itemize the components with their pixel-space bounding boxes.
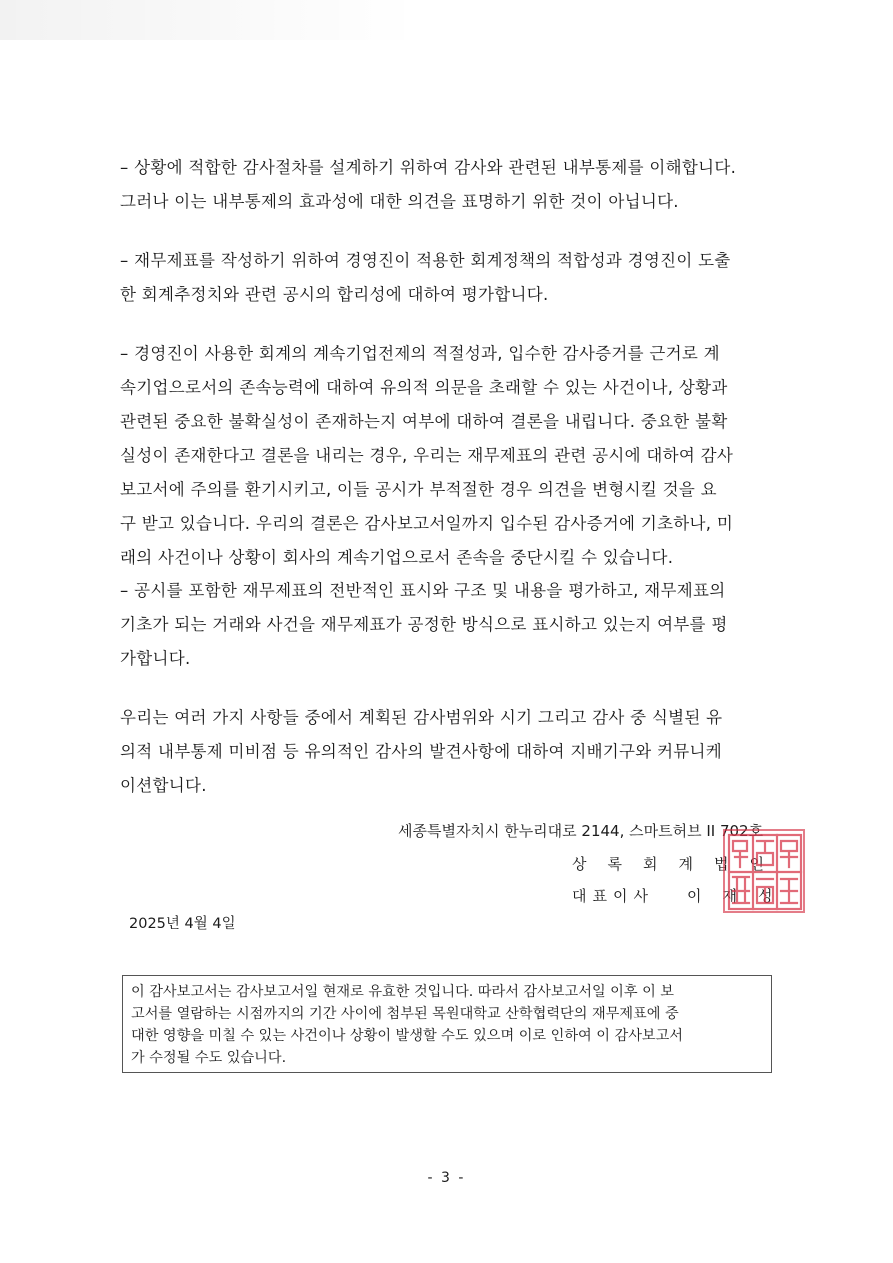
text-line: 이션합니다. (120, 776, 207, 795)
text-line: 래의 사건이나 상황이 회사의 계속기업으로서 존속을 중단시킬 수 있습니다. (120, 548, 674, 567)
text-line: 그러나 이는 내부통제의 효과성에 대한 의견을 표명하기 위한 것이 아닙니다. (120, 192, 679, 211)
validity-notice-box (122, 975, 772, 1073)
text-line: 가합니다. (120, 649, 191, 668)
notice-line: 이 감사보고서는 감사보고서일 현재로 유효한 것입니다. 따라서 감사보고서일 이후 이 보 (131, 984, 674, 1000)
company-seal-stamp (723, 829, 805, 913)
firm-address: 세종특별자치시 한누리대로 2144, 스마트허브 II 702호 (398, 822, 764, 840)
notice-line: 대한 영향을 미칠 수 있는 사건이나 상황이 발생할 수도 있으며 이로 인하여 이 감사보고서 (131, 1028, 684, 1044)
firm-name-char: 상 (572, 855, 587, 873)
text-line: 속기업으로서의 존속능력에 대하여 유의적 의문을 초래할 수 있는 사건이나, 상황과 (120, 378, 728, 397)
paragraph-internal-control (120, 151, 780, 219)
paragraph-accounting-policy (120, 244, 780, 312)
text-line: 의적 내부통제 미비점 등 유의적인 감사의 발견사항에 대하여 지배기구와 커뮤니케 (120, 742, 723, 761)
firm-name-char: 법 (714, 855, 729, 873)
text-line: 우리는 여러 가지 사항들 중에서 계획된 감사범위와 시기 그리고 감사 중 식별된 유 (120, 708, 723, 727)
text-line: 기초가 되는 거래와 사건을 재무제표가 공정한 방식으로 표시하고 있는지 여부를 평 (120, 615, 728, 634)
notice-line: 가 수정될 수도 있습니다. (131, 1050, 287, 1066)
text-line: – 재무제표를 작성하기 위하여 경영진이 적용한 회계정책의 적합성과 경영진이 도출 (120, 251, 731, 270)
text-line: – 공시를 포함한 재무제표의 전반적인 표시와 구조 및 내용을 평가하고, 재무제표의 (120, 581, 726, 600)
text-line: 실성이 존재한다고 결론을 내리는 경우, 우리는 재무제표의 관련 공시에 대하여 감사 (120, 446, 734, 465)
paragraph-communication (120, 701, 780, 803)
seal-glyphs (725, 831, 805, 913)
report-date: 2025년 4월 4일 (129, 916, 236, 932)
representative-name: 이재성 (687, 887, 794, 905)
firm-name-char: 록 (607, 855, 622, 873)
text-line: – 상황에 적합한 감사절차를 설계하기 위하여 감사와 관련된 내부통제를 이해합니다. (120, 158, 737, 177)
text-line: 보고서에 주의를 환기시키고, 이들 공시가 부적절한 경우 의견을 변형시킬 것을 요 (120, 480, 717, 499)
firm-name-char: 인 (749, 855, 764, 873)
representative-title: 대표이사 (572, 887, 654, 905)
paragraph-going-concern (120, 337, 780, 575)
scan-edge-shadow (0, 0, 420, 40)
firm-name-char: 회 (643, 855, 658, 873)
firm-name-char: 계 (678, 855, 693, 873)
page-number: - 3 - (427, 1170, 466, 1186)
notice-line: 고서를 열람하는 시점까지의 기간 사이에 첨부된 목원대학교 산학협력단의 재무제표에 중 (131, 1006, 679, 1022)
text-line: 관련된 중요한 불확실성이 존재하는지 여부에 대하여 결론을 내립니다. 중요한 불확 (120, 412, 728, 431)
paragraph-presentation (120, 574, 780, 676)
text-line: 한 회계추정치와 관련 공시의 합리성에 대하여 평가합니다. (120, 285, 549, 304)
text-line: 구 받고 있습니다. 우리의 결론은 감사보고서일까지 입수된 감사증거에 기초하나, 미 (120, 514, 734, 533)
text-line: – 경영진이 사용한 회계의 계속기업전제의 적절성과, 입수한 감사증거를 근거로 계 (120, 344, 720, 363)
